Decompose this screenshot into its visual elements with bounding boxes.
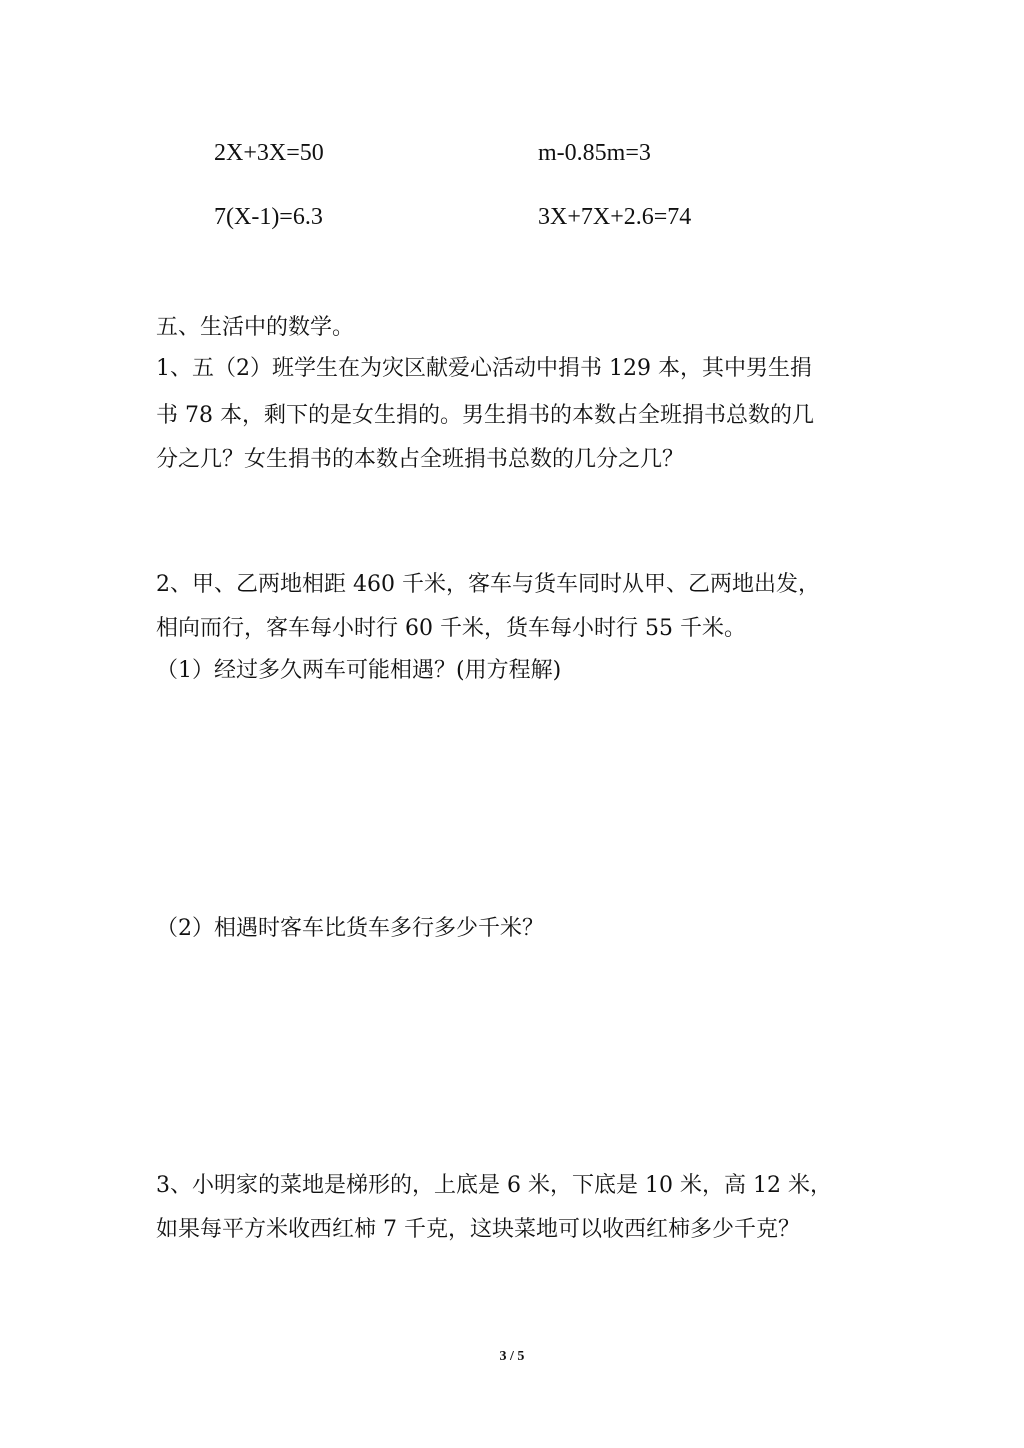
problem-2-subquestion-1: （1）经过多久两车可能相遇？(用方程解): [156, 658, 562, 683]
problem-3-line-2: 如果每平方米收西红柿 7 千克，这块菜地可以收西红柿多少千克？: [156, 1217, 800, 1242]
equation-1: 2X+3X=50: [214, 140, 324, 166]
equation-3: 7(X-1)=6.3: [214, 204, 323, 230]
equation-2: m-0.85m=3: [538, 140, 651, 166]
problem-2-line-1: 2、甲、乙两地相距 460 千米，客车与货车同时从甲、乙两地出发，: [156, 572, 820, 597]
problem-1-line-1: 1、五（2）班学生在为灾区献爱心活动中捐书 129 本，其中男生捐: [156, 356, 812, 381]
equation-4: 3X+7X+2.6=74: [538, 204, 692, 230]
section-heading: 五、生活中的数学。: [156, 315, 355, 340]
problem-3-line-1: 3、小明家的菜地是梯形的，上底是 6 米，下底是 10 米，高 12 米，: [156, 1173, 832, 1198]
problem-1-line-2: 书 78 本，剩下的是女生捐的。男生捐书的本数占全班捐书总数的几: [156, 403, 814, 428]
problem-2-line-2: 相向而行，客车每小时行 60 千米，货车每小时行 55 千米。: [156, 616, 746, 641]
problem-1-line-3: 分之几？女生捐书的本数占全班捐书总数的几分之几？: [156, 447, 685, 472]
problem-2-subquestion-2: （2）相遇时客车比货车多行多少千米？: [156, 916, 544, 941]
page-number: 3 / 5: [499, 1349, 525, 1364]
